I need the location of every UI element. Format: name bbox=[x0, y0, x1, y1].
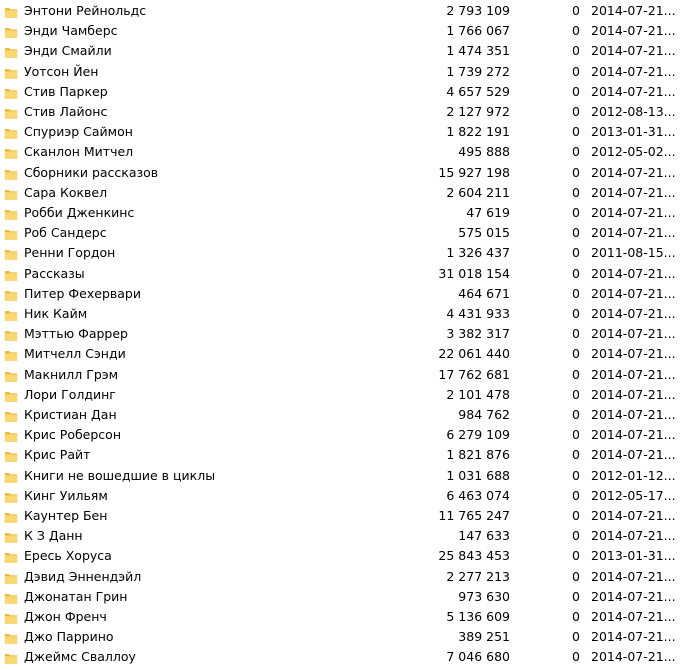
folder-size: 1 326 437 bbox=[446, 245, 510, 261]
folder-name: Дэвид Эннендэйл bbox=[24, 568, 142, 584]
modified-date: 2014-07-21... bbox=[591, 427, 676, 443]
folder-row[interactable] bbox=[0, 83, 700, 103]
folder-size: 6 463 074 bbox=[446, 487, 510, 503]
folder-name: Джеймс Сваллоу bbox=[24, 649, 136, 665]
folder-size: 2 127 972 bbox=[446, 104, 510, 119]
modified-date: 2012-08-13... bbox=[591, 104, 676, 119]
item-count: 0 bbox=[572, 124, 580, 140]
modified-date: 2013-01-31... bbox=[591, 548, 676, 564]
modified-date: 2014-07-21... bbox=[591, 326, 676, 342]
modified-date: 2014-07-21... bbox=[591, 184, 676, 200]
folder-name: Джо Паррино bbox=[24, 629, 114, 645]
folder-icon bbox=[4, 631, 18, 645]
folder-name: Стив Паркер bbox=[24, 83, 108, 99]
modified-date: 2014-07-21... bbox=[591, 508, 676, 523]
modified-date: 2014-07-21... bbox=[591, 164, 676, 180]
folder-icon bbox=[4, 25, 18, 39]
item-count: 0 bbox=[572, 326, 580, 342]
folder-icon bbox=[4, 389, 18, 403]
folder-row[interactable] bbox=[0, 366, 700, 386]
item-count: 0 bbox=[572, 407, 580, 422]
folder-icon bbox=[4, 328, 18, 342]
folder-icon bbox=[4, 126, 18, 140]
modified-date: 2014-07-21... bbox=[591, 205, 676, 220]
item-count: 0 bbox=[572, 164, 580, 180]
folder-icon bbox=[4, 348, 18, 362]
modified-date: 2014-07-21... bbox=[591, 225, 676, 241]
item-count: 0 bbox=[572, 3, 580, 18]
modified-date: 2014-07-21... bbox=[591, 386, 676, 402]
folder-name: Энди Смайли bbox=[24, 43, 112, 59]
item-count: 0 bbox=[572, 23, 580, 39]
folder-size: 4 657 529 bbox=[446, 83, 510, 99]
folder-row[interactable] bbox=[0, 184, 700, 204]
item-count: 0 bbox=[572, 285, 580, 301]
item-count: 0 bbox=[572, 588, 580, 604]
folder-size: 5 136 609 bbox=[446, 609, 510, 624]
folder-row[interactable] bbox=[0, 628, 700, 648]
item-count: 0 bbox=[572, 609, 580, 624]
folder-size: 1 821 876 bbox=[446, 447, 510, 463]
folder-name: Мэттью Фаррер bbox=[24, 326, 128, 342]
folder-icon bbox=[4, 187, 18, 201]
folder-row[interactable] bbox=[0, 244, 700, 264]
folder-size: 6 279 109 bbox=[446, 427, 510, 443]
folder-icon bbox=[4, 369, 18, 383]
folder-row[interactable] bbox=[0, 103, 700, 123]
folder-icon bbox=[4, 449, 18, 463]
modified-date: 2014-07-21... bbox=[591, 629, 676, 645]
folder-size: 2 101 478 bbox=[446, 386, 510, 402]
folder-icon bbox=[4, 106, 18, 120]
folder-row[interactable] bbox=[0, 608, 700, 628]
folder-row[interactable] bbox=[0, 325, 700, 345]
folder-row[interactable] bbox=[0, 345, 700, 365]
folder-row[interactable] bbox=[0, 467, 700, 487]
folder-row[interactable] bbox=[0, 285, 700, 305]
item-count: 0 bbox=[572, 184, 580, 200]
folder-icon bbox=[4, 550, 18, 564]
folder-name: Спуриэр Саймон bbox=[24, 124, 133, 140]
folder-size: 1 822 191 bbox=[446, 124, 510, 140]
item-count: 0 bbox=[572, 366, 580, 382]
folder-size: 1 739 272 bbox=[446, 63, 510, 79]
folder-icon bbox=[4, 66, 18, 80]
modified-date: 2014-07-21... bbox=[591, 649, 676, 665]
folder-size: 4 431 933 bbox=[446, 306, 510, 321]
folder-row[interactable] bbox=[0, 224, 700, 244]
folder-icon bbox=[4, 167, 18, 181]
folder-row[interactable] bbox=[0, 426, 700, 446]
folder-name: Энтони Рейнольдс bbox=[24, 3, 147, 18]
folder-icon bbox=[4, 288, 18, 302]
item-count: 0 bbox=[572, 528, 580, 544]
item-count: 0 bbox=[572, 104, 580, 119]
folder-row[interactable] bbox=[0, 547, 700, 567]
folder-name: Ник Кайм bbox=[24, 306, 88, 321]
folder-icon bbox=[4, 308, 18, 322]
item-count: 0 bbox=[572, 548, 580, 564]
folder-row[interactable] bbox=[0, 648, 700, 668]
modified-date: 2014-07-21... bbox=[591, 346, 676, 362]
folder-size: 495 888 bbox=[458, 144, 510, 160]
modified-date: 2014-07-21... bbox=[591, 3, 676, 18]
folder-size: 389 251 bbox=[458, 629, 510, 645]
folder-name: Энди Чамберс bbox=[24, 23, 118, 39]
folder-name: Робби Дженкинс bbox=[24, 205, 135, 220]
modified-date: 2012-05-02... bbox=[591, 144, 676, 160]
folder-size: 2 604 211 bbox=[446, 184, 510, 200]
folder-size: 1 766 067 bbox=[446, 23, 510, 39]
folder-row[interactable] bbox=[0, 22, 700, 42]
folder-name: Уотсон Йен bbox=[24, 63, 99, 79]
folder-row[interactable] bbox=[0, 588, 700, 608]
folder-size: 575 015 bbox=[458, 225, 510, 241]
folder-size: 22 061 440 bbox=[438, 346, 510, 362]
folder-size: 973 630 bbox=[458, 588, 510, 604]
folder-size: 1 031 688 bbox=[446, 467, 510, 483]
folder-icon bbox=[4, 591, 18, 605]
folder-icon bbox=[4, 571, 18, 585]
folder-icon bbox=[4, 268, 18, 282]
item-count: 0 bbox=[572, 629, 580, 645]
folder-row[interactable] bbox=[0, 2, 700, 22]
folder-row[interactable] bbox=[0, 527, 700, 547]
item-count: 0 bbox=[572, 83, 580, 99]
folder-name: Сара Коквел bbox=[24, 184, 108, 200]
folder-name: К З Данн bbox=[24, 528, 83, 544]
folder-icon bbox=[4, 429, 18, 443]
folder-row[interactable] bbox=[0, 406, 700, 426]
folder-row[interactable] bbox=[0, 305, 700, 325]
folder-size: 17 762 681 bbox=[438, 366, 510, 382]
modified-date: 2013-01-31... bbox=[591, 124, 676, 140]
folder-icon bbox=[4, 227, 18, 241]
folder-name: Сборники рассказов bbox=[24, 164, 159, 180]
folder-icon bbox=[4, 490, 18, 504]
modified-date: 2012-01-12... bbox=[591, 467, 676, 483]
folder-name: Кристиан Дан bbox=[24, 407, 117, 422]
item-count: 0 bbox=[572, 245, 580, 261]
folder-size: 984 762 bbox=[458, 407, 510, 422]
folder-size: 464 671 bbox=[458, 285, 510, 301]
item-count: 0 bbox=[572, 568, 580, 584]
modified-date: 2014-07-21... bbox=[591, 447, 676, 463]
folder-name: Ренни Гордон bbox=[24, 245, 116, 261]
item-count: 0 bbox=[572, 43, 580, 59]
folder-icon bbox=[4, 530, 18, 544]
item-count: 0 bbox=[572, 447, 580, 463]
folder-size: 3 382 317 bbox=[446, 326, 510, 342]
folder-size: 47 619 bbox=[466, 205, 510, 220]
folder-name: Крис Райт bbox=[24, 447, 91, 463]
item-count: 0 bbox=[572, 205, 580, 220]
item-count: 0 bbox=[572, 63, 580, 79]
folder-name: Роб Сандерс bbox=[24, 225, 107, 241]
folder-size: 25 843 453 bbox=[438, 548, 510, 564]
folder-size: 2 793 109 bbox=[446, 3, 510, 18]
folder-icon bbox=[4, 5, 18, 19]
folder-icon bbox=[4, 45, 18, 59]
modified-date: 2014-07-21... bbox=[591, 306, 676, 321]
folder-name: Джон Френч bbox=[24, 609, 107, 624]
folder-row[interactable] bbox=[0, 143, 700, 163]
item-count: 0 bbox=[572, 427, 580, 443]
folder-name: Сканлон Митчел bbox=[24, 144, 134, 160]
folder-name: Ересь Хоруса bbox=[24, 548, 112, 564]
folder-icon bbox=[4, 611, 18, 625]
modified-date: 2014-07-21... bbox=[591, 285, 676, 301]
item-count: 0 bbox=[572, 649, 580, 665]
folder-size: 147 633 bbox=[458, 528, 510, 544]
folder-row[interactable] bbox=[0, 507, 700, 527]
folder-size: 15 927 198 bbox=[438, 164, 510, 180]
item-count: 0 bbox=[572, 467, 580, 483]
item-count: 0 bbox=[572, 346, 580, 362]
folder-row[interactable] bbox=[0, 386, 700, 406]
folder-name: Лори Голдинг bbox=[24, 386, 116, 402]
folder-name: Питер Фехервари bbox=[24, 285, 141, 301]
folder-name: Книги не вошедшие в циклы bbox=[24, 467, 216, 483]
folder-name: Стив Лайонс bbox=[24, 104, 108, 119]
item-count: 0 bbox=[572, 306, 580, 321]
folder-row[interactable] bbox=[0, 487, 700, 507]
modified-date: 2014-07-21... bbox=[591, 568, 676, 584]
folder-row[interactable] bbox=[0, 123, 700, 143]
folder-row[interactable] bbox=[0, 42, 700, 62]
modified-date: 2014-07-21... bbox=[591, 23, 676, 39]
item-count: 0 bbox=[572, 144, 580, 160]
folder-size: 1 474 351 bbox=[446, 43, 510, 59]
modified-date: 2012-05-17... bbox=[591, 487, 676, 503]
modified-date: 2014-07-21... bbox=[591, 63, 676, 79]
modified-date: 2014-07-21... bbox=[591, 265, 676, 281]
modified-date: 2014-07-21... bbox=[591, 609, 676, 624]
folder-row[interactable] bbox=[0, 164, 700, 184]
modified-date: 2014-07-21... bbox=[591, 366, 676, 382]
folder-size: 31 018 154 bbox=[438, 265, 510, 281]
modified-date: 2014-07-21... bbox=[591, 43, 676, 59]
folder-name: Рассказы bbox=[24, 265, 85, 281]
folder-name: Митчелл Сэнди bbox=[24, 346, 126, 362]
folder-icon bbox=[4, 470, 18, 484]
folder-row[interactable] bbox=[0, 204, 700, 224]
item-count: 0 bbox=[572, 487, 580, 503]
item-count: 0 bbox=[572, 225, 580, 241]
folder-name: Джонатан Грин bbox=[24, 588, 128, 604]
modified-date: 2014-07-21... bbox=[591, 528, 676, 544]
folder-icon bbox=[4, 409, 18, 423]
folder-name: Каунтер Бен bbox=[24, 508, 108, 523]
folder-name: Крис Роберсон bbox=[24, 427, 121, 443]
folder-row[interactable] bbox=[0, 265, 700, 285]
folder-size: 2 277 213 bbox=[446, 568, 510, 584]
item-count: 0 bbox=[572, 386, 580, 402]
folder-name: Макнилл Грэм bbox=[24, 366, 119, 382]
modified-date: 2011-08-15... bbox=[591, 245, 676, 261]
folder-icon bbox=[4, 86, 18, 100]
folder-size: 7 046 680 bbox=[446, 649, 510, 665]
item-count: 0 bbox=[572, 265, 580, 281]
modified-date: 2014-07-21... bbox=[591, 83, 676, 99]
folder-row[interactable] bbox=[0, 568, 700, 588]
item-count: 0 bbox=[572, 508, 580, 523]
folder-icon bbox=[4, 651, 18, 665]
modified-date: 2014-07-21... bbox=[591, 407, 676, 422]
folder-icon bbox=[4, 146, 18, 160]
folder-row[interactable] bbox=[0, 63, 700, 83]
folder-size: 11 765 247 bbox=[438, 508, 510, 523]
folder-icon bbox=[4, 247, 18, 261]
folder-icon bbox=[4, 510, 18, 524]
folder-icon bbox=[4, 207, 18, 221]
modified-date: 2014-07-21... bbox=[591, 588, 676, 604]
folder-name: Кинг Уильям bbox=[24, 487, 108, 503]
folder-row[interactable] bbox=[0, 446, 700, 466]
